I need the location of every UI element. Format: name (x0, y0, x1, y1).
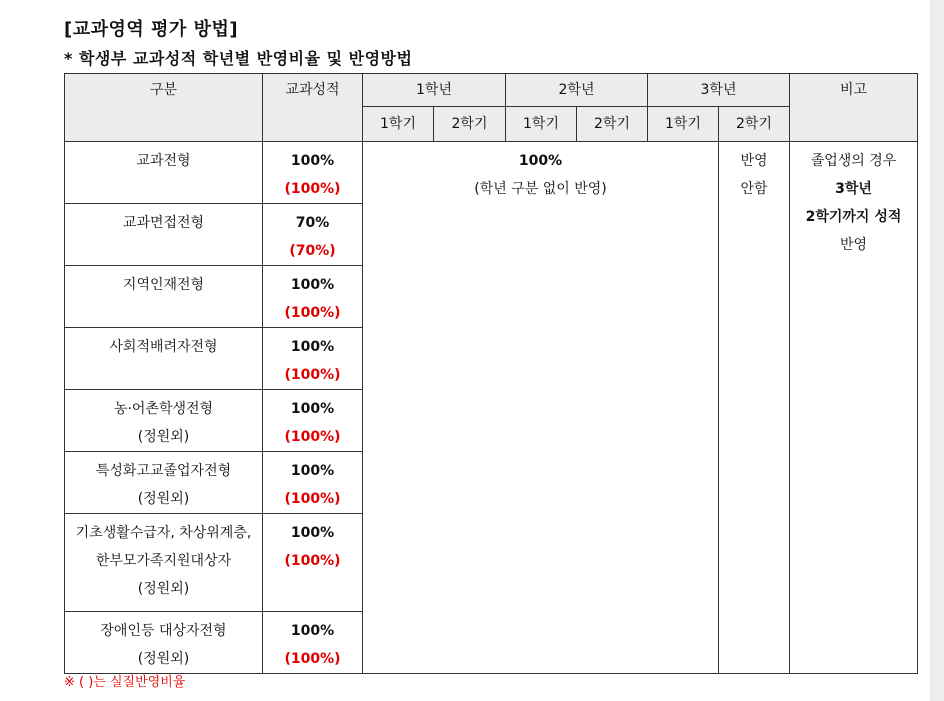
actual-ratio-value: (100%) (284, 367, 341, 383)
ratio-value: 100% (290, 525, 335, 541)
category-line: 특성화고교졸업자전형 (95, 463, 232, 479)
category-line: 농·어촌학생전형 (113, 401, 214, 417)
ratio-value: 100% (290, 153, 335, 169)
actual-ratio-value: (100%) (284, 553, 341, 569)
not-applied-line-2: 안함 (740, 181, 768, 197)
row-category (65, 204, 263, 266)
ratio-value: 100% (290, 623, 335, 639)
header-y2-sem2: 2학기 (577, 107, 648, 142)
row-category (65, 612, 263, 674)
category-line: (정원외) (137, 581, 190, 597)
category-line: 지역인재전형 (122, 277, 205, 293)
actual-ratio-value: (100%) (284, 491, 341, 507)
row-ratio (263, 204, 363, 266)
applied-ratio: 100% (518, 153, 563, 169)
category-line: 교과면접전형 (122, 215, 205, 231)
category-line: 한부모가족지원대상자 (95, 553, 232, 569)
footnote: ※ ( )는 실질반영비율 (64, 675, 186, 690)
ratio-value: 100% (290, 463, 335, 479)
page-title: [교과영역 평가 방법] (64, 19, 239, 40)
remark-cell (790, 142, 918, 674)
row-category (65, 452, 263, 514)
row-category (65, 266, 263, 328)
remark-line-3: 2학기까지 성적 (805, 209, 902, 225)
ratio-value: 100% (290, 401, 335, 417)
row-category (65, 514, 263, 612)
category-line: 장애인등 대상자전형 (100, 623, 227, 639)
header-y3-sem1: 1학기 (648, 107, 719, 142)
header-grade-score: 교과성적 (263, 74, 363, 142)
page-subtitle: * 학생부 교과성적 학년별 반영비율 및 반영방법 (64, 49, 413, 68)
not-applied-cell (719, 142, 790, 674)
header-y1-sem1: 1학기 (363, 107, 434, 142)
ratio-value: 100% (290, 277, 335, 293)
actual-ratio-value: (100%) (284, 181, 341, 197)
header-y1-sem2: 2학기 (434, 107, 506, 142)
actual-ratio-value: (100%) (284, 429, 341, 445)
header-year-1: 1학년 (363, 74, 506, 107)
row-ratio (263, 612, 363, 674)
row-ratio (263, 328, 363, 390)
remark-line-1: 졸업생의 경우 (810, 153, 897, 169)
header-remarks: 비고 (790, 74, 918, 142)
row-ratio (263, 266, 363, 328)
table-row (65, 142, 918, 204)
ratio-value: 100% (290, 339, 335, 355)
remark-line-4: 반영 (839, 237, 868, 253)
actual-ratio-value: (100%) (284, 651, 341, 667)
header-year-2: 2학년 (506, 74, 648, 107)
row-ratio (263, 142, 363, 204)
category-line: 사회적배려자전형 (109, 339, 218, 355)
row-ratio (263, 514, 363, 612)
applied-cell (363, 142, 719, 674)
row-ratio (263, 452, 363, 514)
header-y3-sem2: 2학기 (719, 107, 790, 142)
header-year-3: 3학년 (648, 74, 790, 107)
category-line: (정원외) (137, 651, 190, 667)
ratio-value: 70% (295, 215, 330, 231)
actual-ratio-value: (100%) (284, 305, 341, 321)
category-line: 기초생활수급자, 차상위계층, (75, 525, 252, 541)
category-line: (정원외) (137, 491, 190, 507)
header-category: 구분 (65, 74, 263, 142)
header-y2-sem1: 1학기 (506, 107, 577, 142)
header-row-1 (65, 74, 918, 107)
remark-line-2: 3학년 (835, 181, 872, 197)
row-category (65, 142, 263, 204)
applied-note: (학년 구분 없이 반영) (474, 181, 607, 197)
row-category (65, 328, 263, 390)
category-line: 교과전형 (136, 153, 191, 169)
not-applied-line-1: 반영 (740, 153, 768, 169)
evaluation-table (64, 73, 918, 674)
actual-ratio-value: (70%) (289, 243, 336, 259)
page-margin (930, 0, 944, 701)
row-category (65, 390, 263, 452)
category-line: (정원외) (137, 429, 190, 445)
row-ratio (263, 390, 363, 452)
